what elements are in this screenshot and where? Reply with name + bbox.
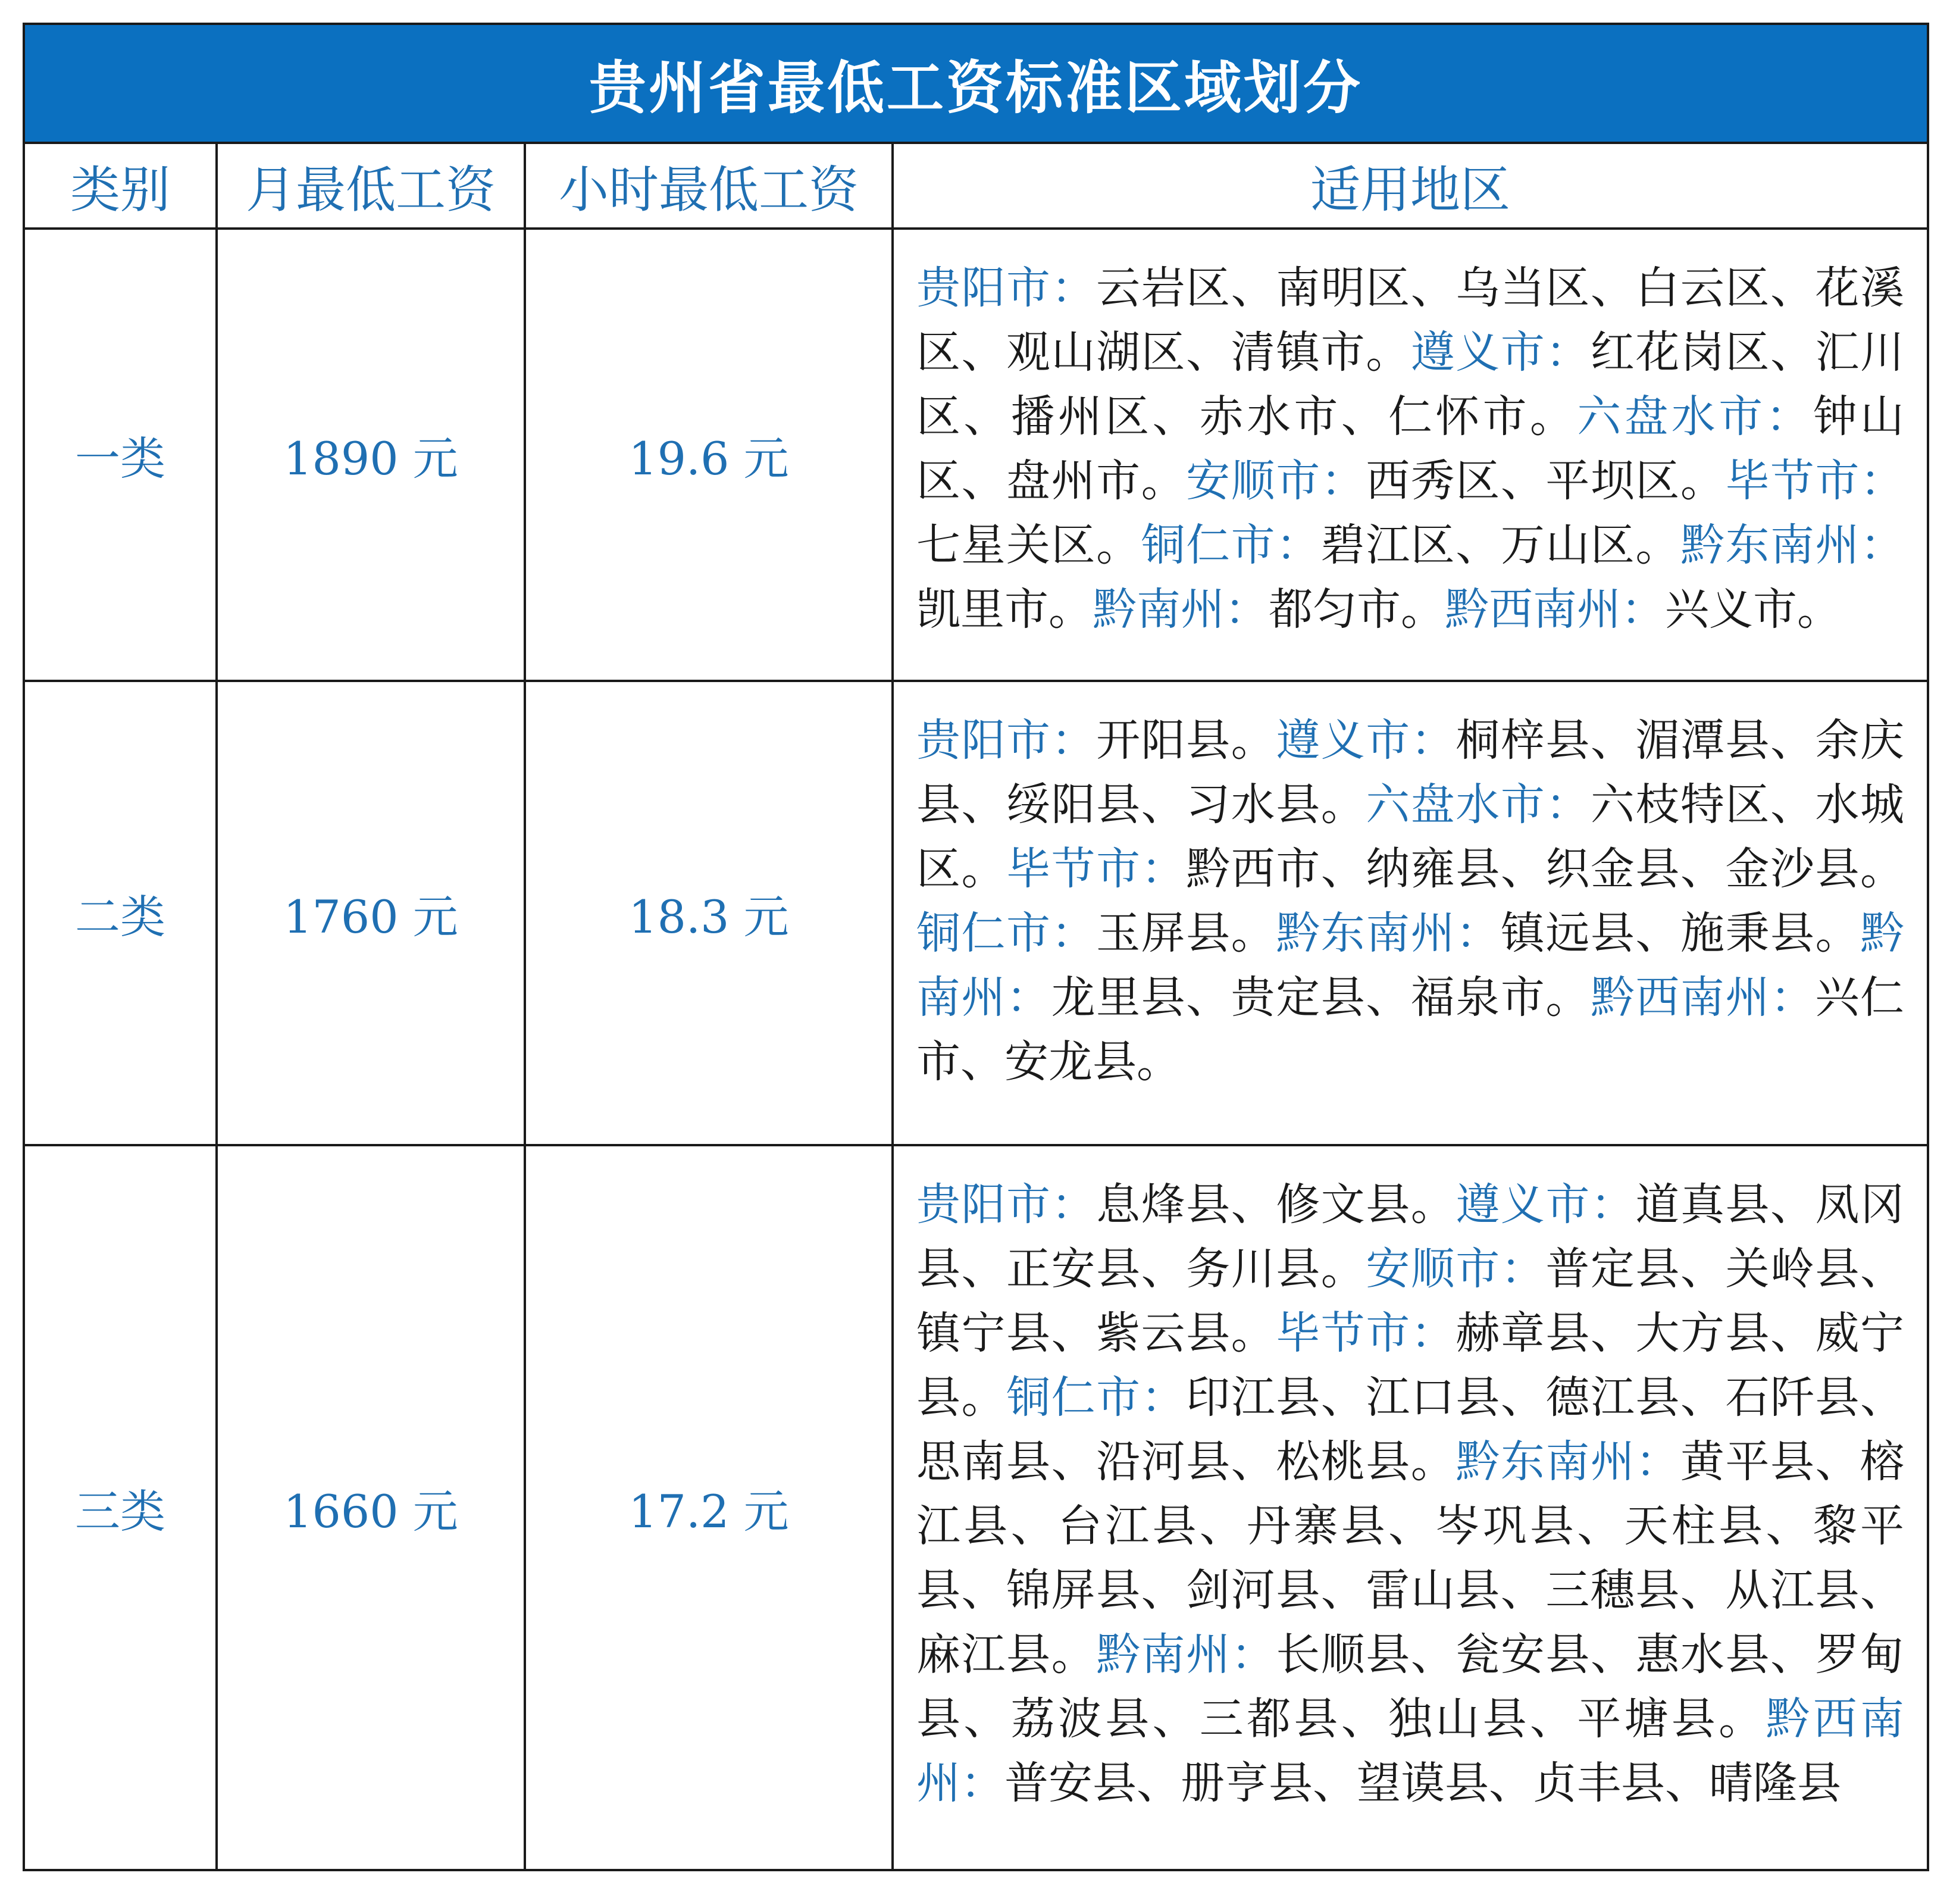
- region-area-list: 普定县、关岭县、镇宁县、紫云县。: [916, 1243, 1905, 1359]
- header-category: 类别: [24, 143, 217, 229]
- region-name: 贵阳市：: [916, 262, 1097, 314]
- hourly-wage-cell: 19.6 元: [525, 229, 893, 681]
- areas-cell: [893, 1145, 1928, 1870]
- header-hourly-wage: 小时最低工资: [525, 143, 893, 229]
- region-area-list: 道真县、凤冈县、正安县、务川县。: [916, 1179, 1905, 1295]
- category-cell: 二类: [24, 681, 217, 1145]
- region-area-list: 西秀区、平坝区。: [1366, 455, 1726, 507]
- category-cell: 三类: [24, 1145, 217, 1870]
- region-area-list: 印江县、江口县、德江县、石阡县、思南县、沿河县、松桃县。: [916, 1372, 1905, 1487]
- region-name: 铜仁市：: [1006, 1372, 1187, 1423]
- region-name: 黔南州：: [916, 908, 1905, 1023]
- wage-standard-table: [23, 23, 1929, 1871]
- region-name: 黔东南州：: [1276, 908, 1501, 959]
- region-area-list: 龙里县、贵定县、福泉市。: [1051, 972, 1591, 1023]
- region-name: 贵阳市：: [916, 1179, 1097, 1230]
- region-name: 黔南州：: [1093, 584, 1269, 635]
- monthly-wage-cell: 1760 元: [217, 681, 525, 1145]
- region-area-list: 七星关区。: [916, 520, 1141, 571]
- region-name: 毕节市：: [1725, 455, 1905, 507]
- region-name: 六盘水市：: [1577, 391, 1813, 442]
- region-area-list: 兴义市。: [1665, 584, 1841, 635]
- region-name: 遵义市：: [1410, 327, 1591, 378]
- region-area-list: 息烽县、修文县。: [1096, 1179, 1456, 1230]
- table-row: [24, 681, 1928, 1145]
- region-area-list: 开阳县。: [1096, 715, 1276, 766]
- region-name: 黔南州：: [1096, 1629, 1276, 1680]
- monthly-wage-cell: 1890 元: [217, 229, 525, 681]
- table-row: [24, 1145, 1928, 1870]
- region-area-list: 兴仁市、安龙县。: [916, 972, 1905, 1087]
- hourly-wage-cell: 18.3 元: [525, 681, 893, 1145]
- region-area-list: 黄平县、榕江县、台江县、丹寨县、岑巩县、天柱县、黎平县、锦屏县、剑河县、雷山县、三穗县、从江县、麻江县。: [916, 1436, 1905, 1680]
- region-area-list: 玉屏县。: [1096, 908, 1276, 959]
- region-area-list: 凯里市。: [916, 584, 1093, 635]
- title-row: [24, 24, 1928, 143]
- region-area-list: 赫章县、大方县、威宁县。: [916, 1308, 1905, 1423]
- region-name: 安顺市：: [1186, 455, 1366, 507]
- header-row: [24, 143, 1928, 229]
- region-area-list: 钟山区、盘州市。: [916, 391, 1905, 507]
- region-name: 贵阳市：: [916, 715, 1097, 766]
- areas-cell: [893, 229, 1928, 681]
- region-name: 铜仁市：: [916, 908, 1097, 959]
- header-applicable-areas: 适用地区: [893, 143, 1928, 229]
- region-name: 安顺市：: [1366, 1243, 1546, 1295]
- region-area-list: 碧江区、万山区。: [1320, 520, 1680, 571]
- region-name: 毕节市：: [1006, 843, 1187, 895]
- region-area-list: 普安县、册亨县、望谟县、贞丰县、晴隆县: [1004, 1758, 1841, 1809]
- region-name: 遵义市：: [1456, 1179, 1636, 1230]
- region-area-list: 六枝特区、水城区。: [916, 779, 1905, 895]
- region-name: 黔西南州：: [1445, 584, 1665, 635]
- region-name: 铜仁市：: [1141, 520, 1321, 571]
- areas-cell: [893, 681, 1928, 1145]
- region-name: 毕节市：: [1276, 1308, 1456, 1359]
- region-name: 黔东南州：: [1456, 1436, 1680, 1487]
- region-area-list: 红花岗区、汇川区、播州区、赤水市、仁怀市。: [916, 327, 1905, 442]
- region-area-list: 黔西市、纳雍县、织金县、金沙县。: [1186, 843, 1905, 895]
- region-name: 六盘水市：: [1366, 779, 1591, 830]
- region-area-list: 镇远县、施秉县。: [1500, 908, 1861, 959]
- header-monthly-wage: 月最低工资: [217, 143, 525, 229]
- table-row: [24, 229, 1928, 681]
- region-area-list: 云岩区、南明区、乌当区、白云区、花溪区、观山湖区、清镇市。: [916, 262, 1905, 378]
- region-name: 黔东南州：: [1680, 520, 1905, 571]
- monthly-wage-cell: 1660 元: [217, 1145, 525, 1870]
- region-name: 黔西南州：: [916, 1693, 1905, 1809]
- region-area-list: 桐梓县、湄潭县、余庆县、绥阳县、习水县。: [916, 715, 1905, 830]
- region-area-list: 都匀市。: [1269, 584, 1445, 635]
- table-title: 贵州省最低工资标准区域划分: [24, 24, 1928, 143]
- hourly-wage-cell: 17.2 元: [525, 1145, 893, 1870]
- category-cell: 一类: [24, 229, 217, 681]
- region-area-list: 长顺县、瓮安县、惠水县、罗甸县、荔波县、三都县、独山县、平塘县。: [916, 1629, 1905, 1744]
- region-name: 黔西南州：: [1590, 972, 1816, 1023]
- region-name: 遵义市：: [1276, 715, 1456, 766]
